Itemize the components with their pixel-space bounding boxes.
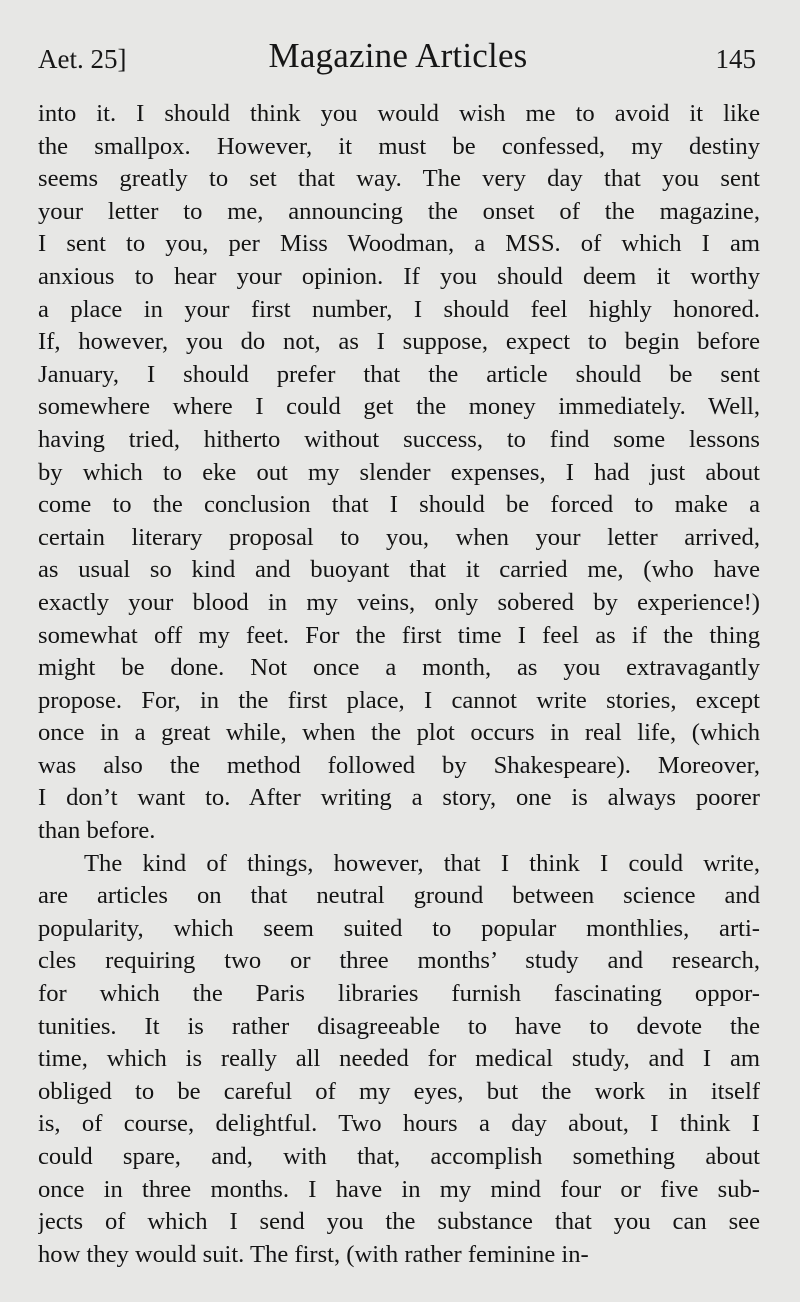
text-line: than before.	[38, 817, 156, 845]
running-header	[38, 34, 758, 84]
header-age-note: Aet. 25]	[38, 44, 127, 74]
text-line: once in a great while, when the plot occurs in real life, (which	[38, 719, 760, 747]
paragraph	[38, 848, 760, 1272]
text-line: somewhere where I could get the money immediately. Well,	[38, 393, 760, 421]
text-line: obliged to be careful of my eyes, but the work in itself	[38, 1077, 760, 1105]
text-line: I sent to you, per Miss Woodman, a MSS. of which I am	[38, 230, 760, 258]
text-line: come to the conclusion that I should be forced to make a	[38, 491, 760, 519]
text-line: as usual so kind and buoyant that it carried me, (who have	[38, 556, 760, 584]
text-line: January, I should prefer that the article should be sent	[38, 360, 760, 388]
text-line: are articles on that neutral ground between science and	[38, 882, 760, 910]
text-line: is, of course, delightful. Two hours a day about, I think I	[38, 1110, 760, 1138]
text-line: time, which is really all needed for medical study, and I am	[38, 1045, 760, 1073]
text-line: propose. For, in the first place, I cannot write stories, except	[38, 686, 760, 714]
text-line: If, however, you do not, as I suppose, expect to begin before	[38, 328, 760, 356]
text-line: might be done. Not once a month, as you extravagantly	[38, 654, 760, 682]
text-line: by which to eke out my slender expenses, I had just about	[38, 458, 760, 486]
text-line: The kind of things, however, that I think I could write,	[84, 849, 760, 877]
paragraph	[38, 98, 760, 848]
body-text	[38, 98, 760, 1271]
text-line: once in three months. I have in my mind four or five sub-	[38, 1175, 760, 1203]
text-line: jects of which I send you the substance that you can see	[38, 1208, 760, 1236]
text-line: could spare, and, with that, accomplish something about	[38, 1143, 760, 1170]
text-line: certain literary proposal to you, when your letter arrived,	[38, 523, 760, 551]
text-line: I don’t want to. After writing a story, one is always poorer	[38, 784, 760, 812]
text-line: for which the Paris libraries furnish fascinating oppor-	[38, 980, 760, 1008]
text-line: your letter to me, announcing the onset of the magazine,	[38, 197, 760, 225]
page-title: Magazine Articles	[268, 36, 528, 75]
text-line: into it. I should think you would wish me to avoid it like	[38, 100, 760, 127]
text-line: popularity, which seem suited to popular monthlies, arti-	[38, 914, 760, 942]
text-line: was also the method followed by Shakespeare). Moreover,	[38, 751, 760, 779]
text-line: exactly your blood in my veins, only sobered by experience!)	[38, 588, 760, 616]
text-line: how they would suit. The first, (with rather feminine in-	[38, 1240, 589, 1268]
text-line: a place in your first number, I should feel highly honored.	[38, 295, 760, 323]
text-line: seems greatly to set that way. The very day that you sent	[38, 165, 760, 193]
text-line: somewhat off my feet. For the first time I feel as if the thing	[38, 621, 760, 649]
text-line: cles requiring two or three months’ study and research,	[38, 947, 760, 975]
text-line: the smallpox. However, it must be confessed, my destiny	[38, 132, 760, 160]
text-line: anxious to hear your opinion. If you should deem it worthy	[38, 262, 760, 290]
text-line: tunities. It is rather disagreeable to have to devote the	[38, 1012, 760, 1040]
page-number: 145	[715, 44, 756, 74]
text-line: having tried, hitherto without success, to find some lessons	[38, 425, 760, 453]
